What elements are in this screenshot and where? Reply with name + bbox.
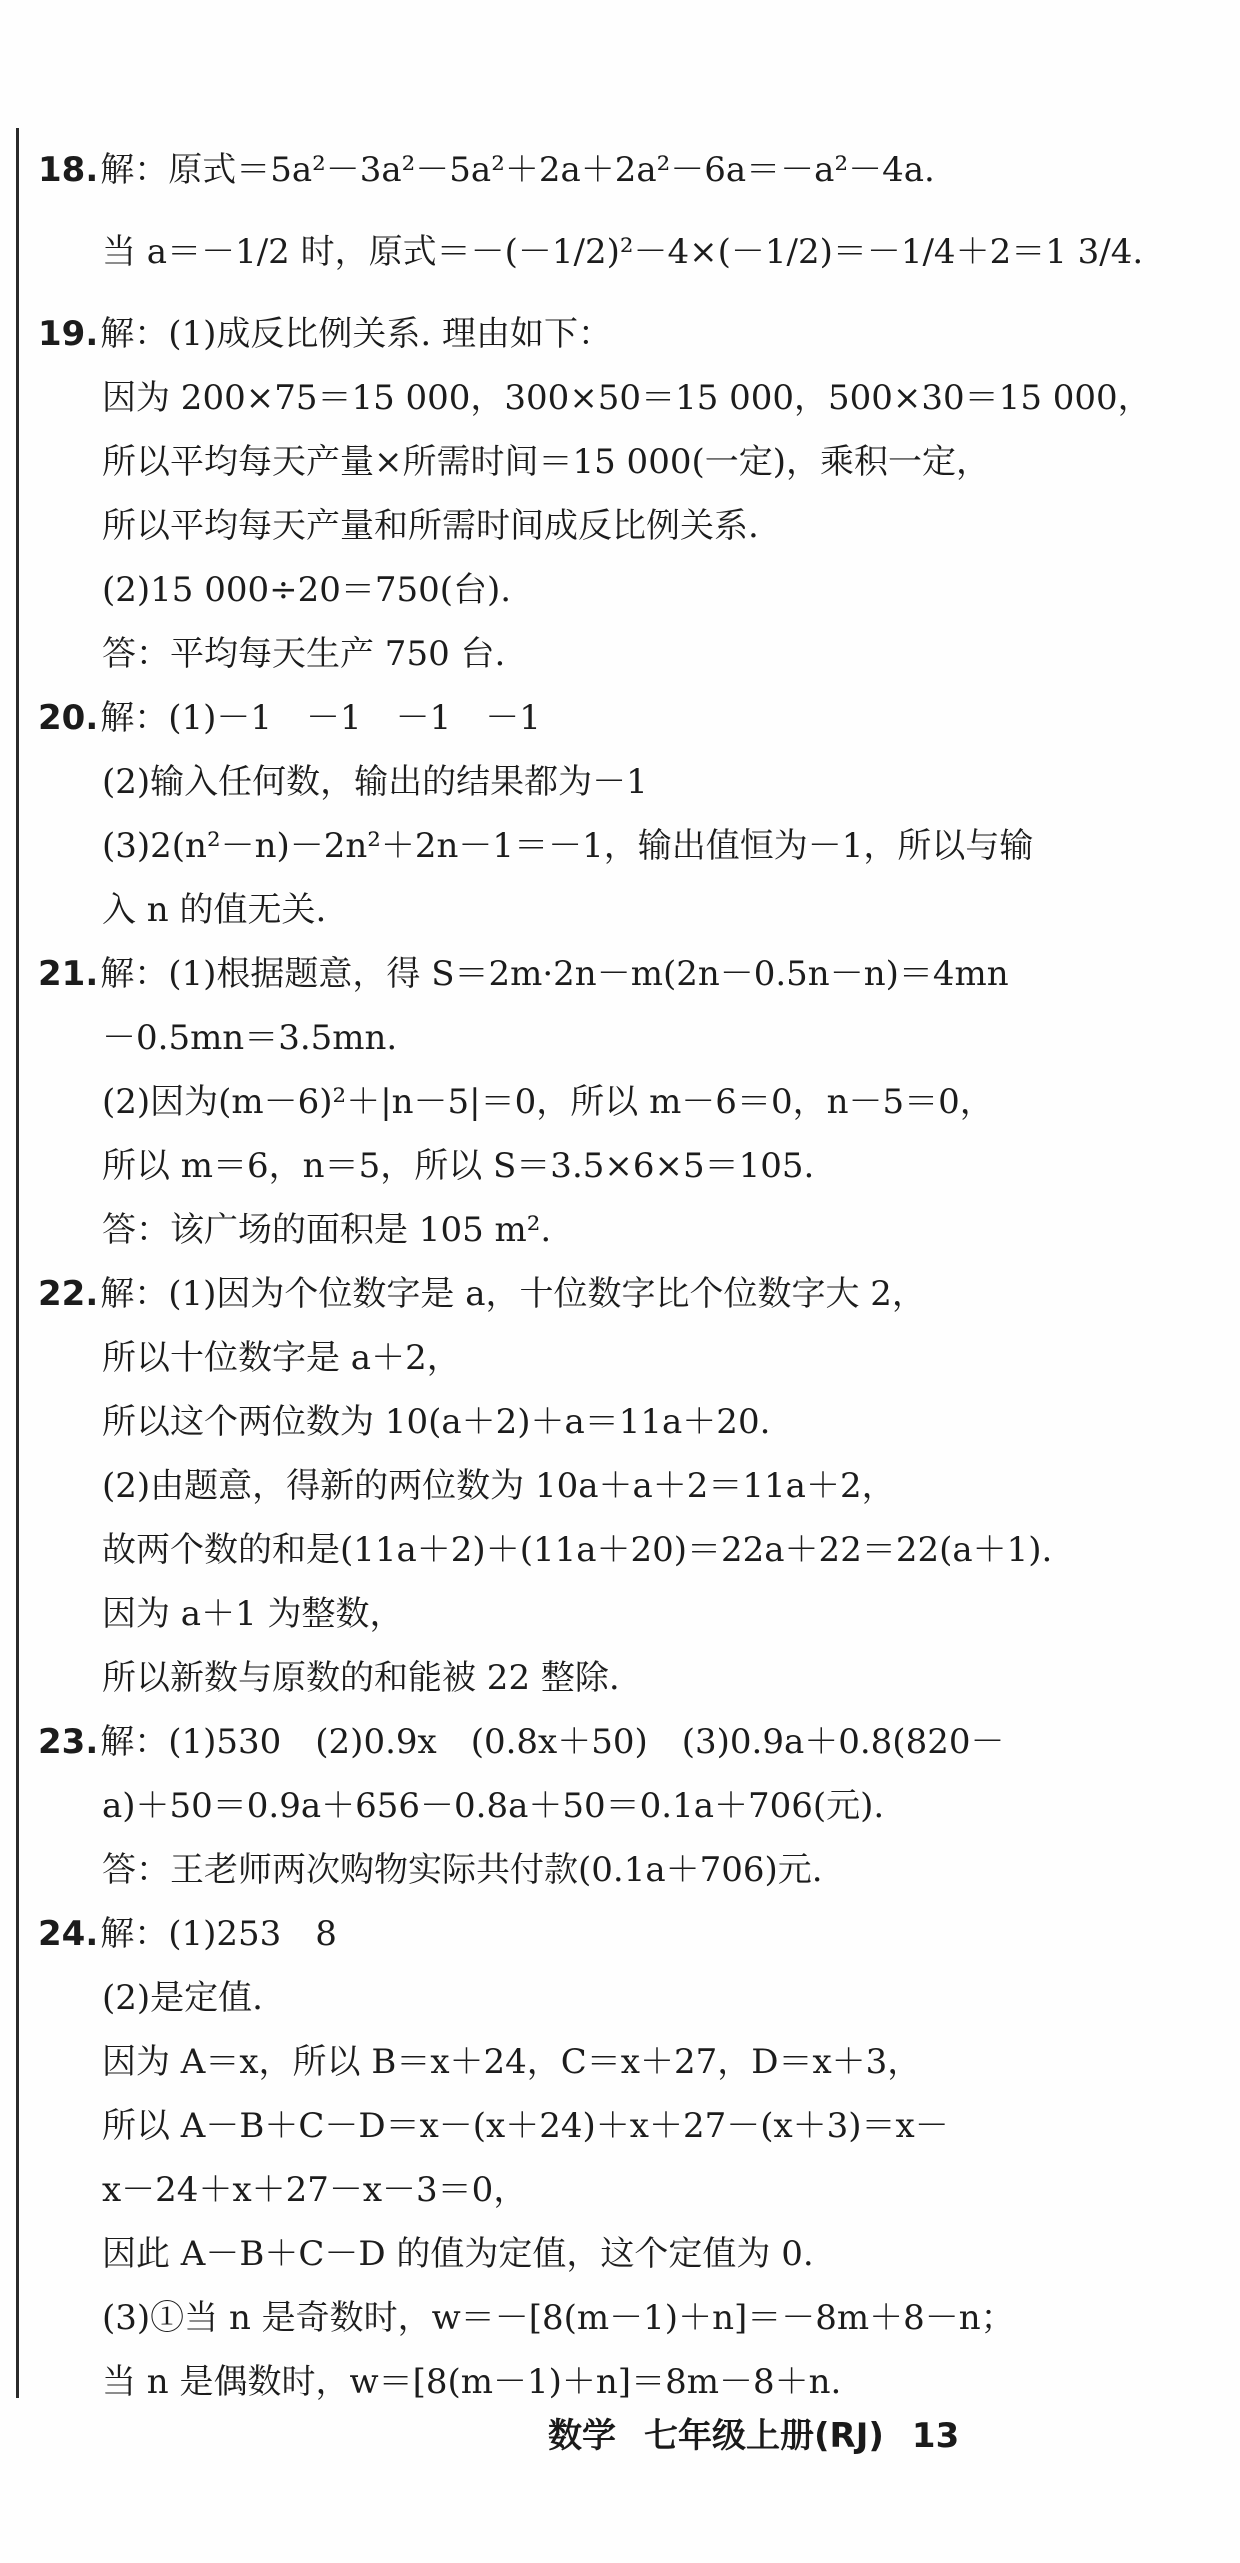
q24-number: 24. (38, 1914, 99, 1954)
q19-line-5 (38, 558, 1188, 622)
q24-line-3 (38, 2030, 1188, 2094)
q22-line-3 (38, 1390, 1188, 1454)
q24-text-6: 因此 A－B＋C－D 的值为定值，这个定值为 0. (102, 2234, 814, 2274)
q22-text: 解：(1)因为个位数字是 a，十位数字比个位数字大 2， (100, 1274, 926, 1314)
q24-text-2: (2)是定值. (102, 1978, 263, 2018)
page-footer (548, 2408, 1068, 2457)
q19-text: 解：(1)成反比例关系. 理由如下： (100, 314, 613, 354)
q22-line-2 (38, 1326, 1188, 1390)
q18-line-1 (38, 138, 1188, 202)
q20-line-2 (38, 750, 1188, 814)
q23-text-3: 答：王老师两次购物实际共付款(0.1a＋706)元. (102, 1850, 823, 1890)
q24-text-5: x－24＋x＋27－x－3＝0， (102, 2170, 528, 2210)
q22-line-5 (38, 1518, 1188, 1582)
q23-line-2 (38, 1774, 1188, 1838)
q24-text: 解：(1)253 8 (100, 1914, 337, 1954)
q22-text-3: 所以这个两位数为 10(a＋2)＋a＝11a＋20. (102, 1402, 771, 1442)
q24-line-4 (38, 2094, 1188, 2158)
q22-text-6: 因为 a＋1 为整数， (102, 1594, 404, 1634)
q24-line-7 (38, 2286, 1188, 2350)
q23-text: 解：(1)530 (2)0.9x (0.8x＋50) (3)0.9a＋0.8(820－ (100, 1722, 1005, 1762)
q24-line-2 (38, 1966, 1188, 2030)
q24-line-5 (38, 2158, 1188, 2222)
q18-text-2: 当 a＝－1/2 时，原式＝－(－1/2)²－4×(－1/2)＝－1/4＋2＝1 3/4. (102, 232, 1144, 272)
q23-line-3 (38, 1838, 1188, 1902)
q20-line-3 (38, 814, 1188, 878)
q24-line-6 (38, 2222, 1188, 2286)
q19-text-2: 因为 200×75＝15 000，300×50＝15 000，500×30＝15 000， (102, 378, 1152, 418)
q20-text: 解：(1)－1 －1 －1 －1 (100, 698, 541, 738)
q24-text-8: 当 n 是偶数时，w＝[8(m－1)＋n]＝8m－8＋n. (102, 2362, 842, 2402)
q19-line-1 (38, 302, 1188, 366)
page-number: 13 (911, 2416, 960, 2456)
q21-line-4 (38, 1134, 1188, 1198)
q23-number: 23. (38, 1722, 99, 1762)
q24-line-8 (38, 2350, 1188, 2414)
margin-rule (16, 128, 19, 2398)
q21-text-4: 所以 m＝6，n＝5，所以 S＝3.5×6×5＝105. (102, 1146, 815, 1186)
q21-line-1 (38, 942, 1188, 1006)
q21-number: 21. (38, 954, 99, 994)
q22-line-7 (38, 1646, 1188, 1710)
q21-text-5: 答：该广场的面积是 105 m². (102, 1210, 552, 1250)
q21-line-2 (38, 1006, 1188, 1070)
q22-text-5: 故两个数的和是(11a＋2)＋(11a＋20)＝22a＋22＝22(a＋1). (102, 1530, 1053, 1570)
q19-text-5: (2)15 000÷20＝750(台). (102, 570, 512, 610)
q19-line-2 (38, 366, 1188, 430)
q21-line-3 (38, 1070, 1188, 1134)
q19-text-6: 答：平均每天生产 750 台. (102, 634, 506, 674)
q20-text-3: (3)2(n²－n)－2n²＋2n－1＝－1，输出值恒为－1，所以与输 (102, 826, 1034, 866)
q19-text-3: 所以平均每天产量×所需时间＝15 000(一定)，乘积一定， (102, 442, 990, 482)
q23-line-1 (38, 1710, 1188, 1774)
q18-text: 解：原式＝5a²－3a²－5a²＋2a＋2a²－6a＝－a²－4a. (100, 150, 935, 190)
q22-text-7: 所以新数与原数的和能被 22 整除. (102, 1658, 620, 1698)
q21-line-5 (38, 1198, 1188, 1262)
q19-line-4 (38, 494, 1188, 558)
q23-text-2: a)＋50＝0.9a＋656－0.8a＋50＝0.1a＋706(元). (102, 1786, 885, 1826)
q20-text-4: 入 n 的值无关. (102, 890, 327, 930)
q24-text-3: 因为 A＝x，所以 B＝x＋24，C＝x＋27，D＝x＋3， (102, 2042, 922, 2082)
q20-number: 20. (38, 698, 99, 738)
q22-line-1 (38, 1262, 1188, 1326)
q18-number: 18. (38, 150, 99, 190)
q22-text-4: (2)由题意，得新的两位数为 10a＋a＋2＝11a＋2， (102, 1466, 896, 1506)
q24-line-1 (38, 1902, 1188, 1966)
q22-text-2: 所以十位数字是 a＋2， (102, 1338, 461, 1378)
q20-line-4 (38, 878, 1188, 942)
q20-text-2: (2)输入任何数，输出的结果都为－1 (102, 762, 648, 802)
footer-subject: 数学 (548, 2416, 616, 2456)
q19-line-6 (38, 622, 1188, 686)
q20-line-1 (38, 686, 1188, 750)
q22-number: 22. (38, 1274, 99, 1314)
footer-book: 七年级上册(RJ) (644, 2416, 884, 2456)
answer-content (38, 138, 1188, 2414)
q21-text-3: (2)因为(m－6)²＋|n－5|＝0，所以 m－6＝0，n－5＝0， (102, 1082, 994, 1122)
q24-text-7: (3)①当 n 是奇数时，w＝－[8(m－1)＋n]＝－8m＋8－n； (102, 2298, 1015, 2338)
q19-number: 19. (38, 314, 99, 354)
q24-text-4: 所以 A－B＋C－D＝x－(x＋24)＋x＋27－(x＋3)＝x－ (102, 2106, 949, 2146)
q21-text: 解：(1)根据题意，得 S＝2m·2n－m(2n－0.5n－n)＝4mn (100, 954, 1009, 994)
q22-line-4 (38, 1454, 1188, 1518)
q18-line-2 (38, 202, 1188, 302)
q19-text-4: 所以平均每天产量和所需时间成反比例关系. (102, 506, 759, 546)
q22-line-6 (38, 1582, 1188, 1646)
q21-text-2: －0.5mn＝3.5mn. (102, 1018, 398, 1058)
q19-line-3 (38, 430, 1188, 494)
